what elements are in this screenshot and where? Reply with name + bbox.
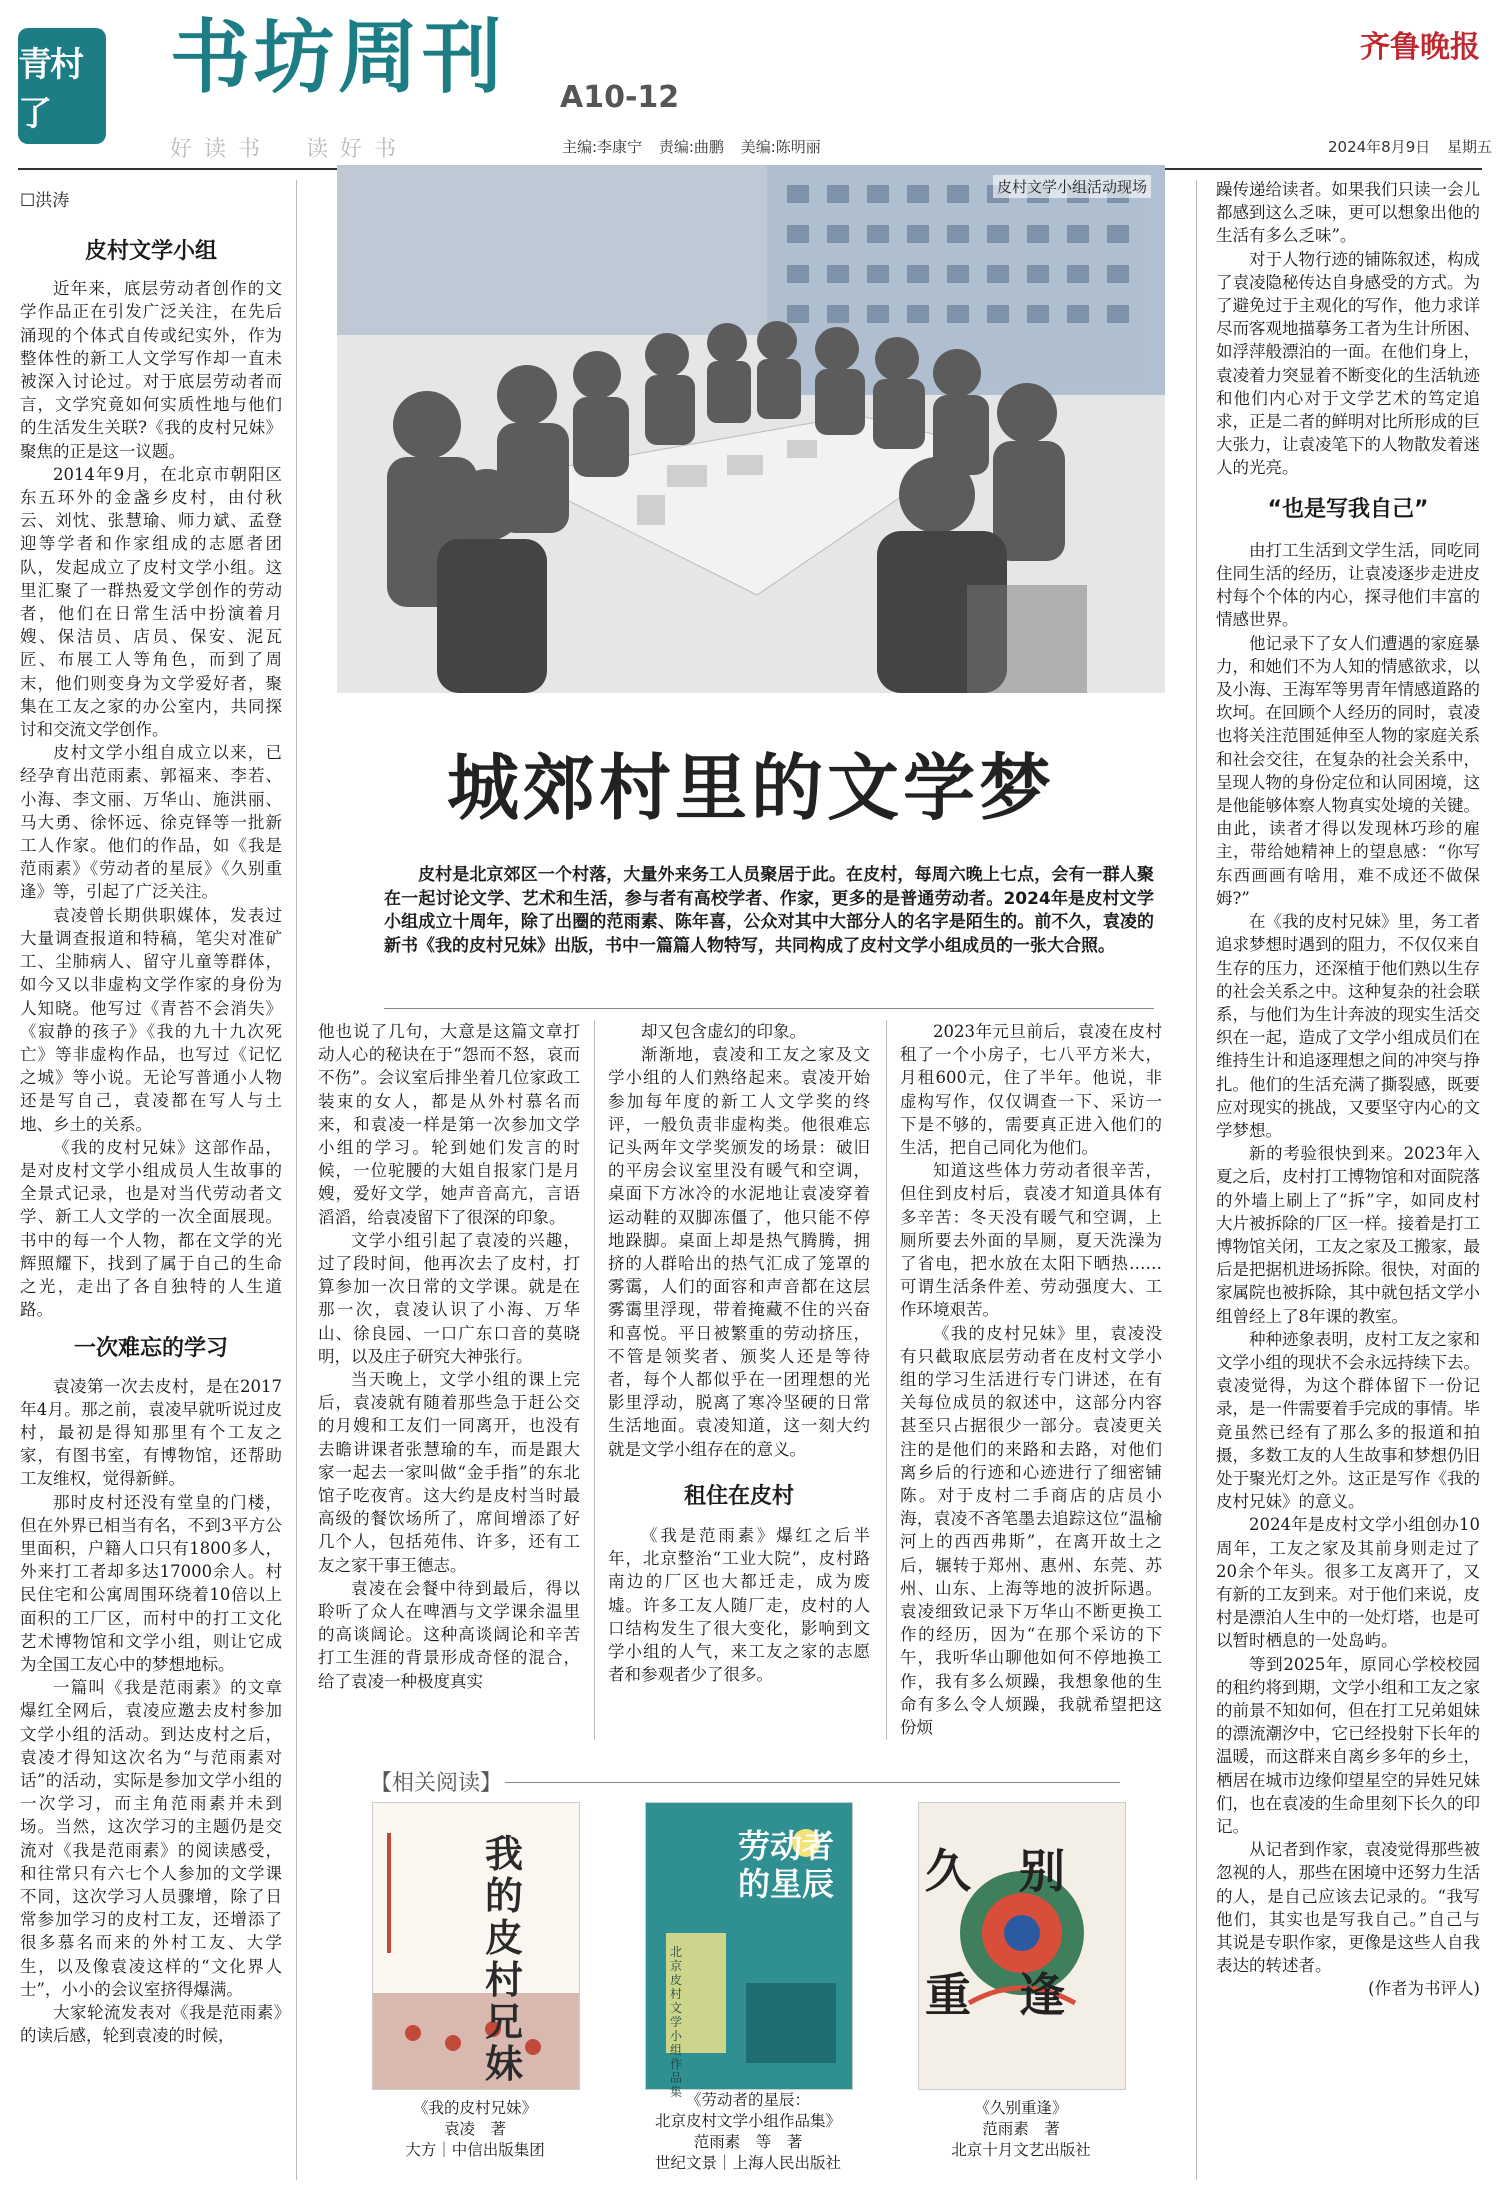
subheading-3: 租住在皮村 [683,1483,794,1509]
publication-date [1316,136,1492,157]
book-cover-1-title: 我的皮村兄妹 [485,1832,524,2086]
book-title: 《我的皮村兄妹》 [412,2099,537,2117]
byline: ☐洪涛 [20,191,70,211]
book-cover-1 [372,1802,580,2090]
paragraph: 《我是范雨素》爆红之后半年，北京整治“工业大院”，皮村路南边的厂区也大都迁走，成为废墟。许多工友人随厂走，皮村的人口结构发生了很大变化，影响到文学小组的人气，来工友之家的志愿者和参观者少了很多。 [608,1526,870,1685]
paragraph: 大家轮流发表对《我是范雨素》的读后感，轮到袁凌的时候， [20,2003,282,2046]
book-publisher: 世纪文景｜上海人民出版社 [654,2154,841,2172]
paragraph: 当天晚上，文学小组的课上完后，袁凌就有随着那些急于赶公交的月嫂和工友们一同离开，也没有去瞻讲课者张慧瑜的车，而是跟大家一起去一家叫做“金手指”的东北馆子吃夜宵。这大约是皮村当时最高级的餐饮场所了，席间增添了好几个人，包括苑伟、许多，还有工友之家干事王德志。 [318,1370,580,1575]
book-title: 《久别重逢》 [974,2099,1068,2117]
book-cover-3-title: 久别重逢 [925,1844,1113,2022]
book-publisher: 北京十月文艺出版社 [951,2141,1091,2159]
paragraph: 2024年是皮村文学小组创办10周年，工友之家及其前身则走过了20余个年头。很多工友离开了，又有新的工友到来。对于他们来说，皮村是漂泊人生中的一处灯塔，也是可以暂时栖息的一处岛屿。 [1216,1515,1480,1651]
subheading-4: “也是写我自己” [1267,496,1429,522]
book-cover-3 [918,1802,1126,2090]
subheading-2: 一次难忘的学习 [73,1336,228,1362]
paragraph: 新的考验很快到来。2023年入夏之后，皮村打工博物馆和对面院落的外墙上刷上了“拆”字，如同皮村大片被拆除的厂区一样。接着是打工博物馆关闭，工友之家及工搬家，最后是把据机进场拆除。很快，对面的家属院也被拆除，其中就包括文学小组曾经上了8年课的教室。 [1216,1144,1480,1326]
book-cover-2-subtitle: 北京皮村文学小组作品集 [670,1945,683,2099]
article-headline: 城郊村里的文学梦 [446,746,1055,830]
photo-caption: 皮村文学小组活动现场 [993,175,1151,198]
weekday-text: 星期五 [1447,138,1493,156]
paragraph: 《我的皮村兄妹》这部作品，是对皮村文学小组成员人生故事的全景式记录，也是对当代劳动者文学、新工人文学的一次全面展现。书中的每一个人物，都在文学的光辉照耀下，找到了属于自己的生命之光，走出了各自独特的人生道路。 [20,1137,282,1320]
column-divider [594,1020,595,1740]
date-text: 2024年8月9日 [1328,138,1431,156]
responsible-editor: 责编:曲鹏 [658,138,724,156]
newspaper-logo: 齐鲁晚报 [1360,30,1480,65]
column-3 [608,1020,870,1686]
paragraph: 由打工生活到文学生活，同吃同住同生活的经历，让袁凌逐步走进皮村每个个体的内心，探寻他们丰富的情感世界。 [1216,540,1480,630]
paragraph: 种种迹象表明，皮村工友之家和文学小组的现状不会永远持续下去。袁凌觉得，为这个群体留下一份记录，是一件需要着手完成的事情。毕竟虽然已经有了那么多的报道和拍摄，多数工友的人生故事和梦想仍旧处于聚光灯之外。这正是写作《我的皮村兄妹》的意义。 [1216,1329,1480,1512]
paragraph: 对于人物行迹的铺陈叙述，构成了袁凌隐秘传达自身感受的方式。为了避免过于主观化的写作，他力求详尽而客观地描摹务工者为生计所困、如浮萍般漂泊的一面。在他们身上，袁凌着力突显着不断变化的生活轨迹和他们内心对于文学艺术的笃定追求，正是二者的鲜明对比所形成的巨大张力，让袁凌笔下的人物散发着迷人的光亮。 [1216,249,1480,478]
paragraph: 他记录下了女人们遭遇的家庭暴力，和她们不为人知的情感欲求，以及小海、王海军等男青年情感道路的坎坷。在回顾个人经历的同时，袁凌也将关注范围延伸至人物的家庭关系和社会交往，在复杂的社会关系中，呈现人物的身份定位和认同困境，这是他能够体察人物真实处境的关键。由此，读者才得以发现林巧珍的雇主，带给她精神上的望息感：“你写东西画画有啥用，难不成还不做保姆?” [1216,633,1480,908]
author-note: (作者为书评人) [1368,1979,1480,1999]
related-reading-label: 【相关阅读】 [370,1771,503,1796]
page-numbers: A10-12 [560,80,680,115]
article-lead [384,864,1154,958]
paragraph: 文学小组引起了袁凌的兴趣，过了段时间，他再次去了皮村，打算参加一次日常的文学课。就是在那一次，袁凌认识了小海、万华山、徐良园、一口广东口音的莫晓明，以及庄子研究大神张行。 [318,1230,580,1366]
column-divider [296,180,297,2180]
column-4 [900,1020,1162,1739]
activity-photo [337,165,1165,693]
book-cover-2-title: 劳动者的星辰 [738,1827,835,1903]
paragraph: 近年来，底层劳动者创作的文学作品正在引发广泛关注，在先后涌现的个体式自传或纪实外，作为整体性的新工人文学写作却一直未被深入讨论过。对于底层劳动者而言，文学究竟如何实质性地与他们的生活发生关联?《我的皮村兄妹》聚焦的正是这一议题。 [20,279,282,461]
paragraph: 袁凌第一次去皮村，是在2017年4月。那之前，袁凌早就听说过皮村，最初是得知那里有个工友之家，有图书室，有博物馆，还帮助工友维权，觉得新鲜。 [20,1376,282,1489]
subheading-1: 皮村文学小组 [84,239,217,264]
column-logo: 青村了 [18,28,106,144]
book-info-1 [345,2098,605,2161]
book-cover-1-art [373,1803,579,2089]
chief-editor: 主编:李康宁 [562,138,643,156]
paragraph: 袁凌在会餐中待到最后，得以聆听了众人在啤酒与文学课余温里的高谈阔论。这种高谈阔论和辛苦打工生涯的背景形成奇怪的混合，给了袁凌一种极度真实 [318,1578,580,1691]
paragraph: 一篇叫《我是范雨素》的文章爆红全网后，袁凌应邀去皮村参加文学小组的活动。到达皮村之后，袁凌才得知这次名为“与范雨素对话”的活动，实际是参加文学小组的一次学习，而主角范雨素并未到场。当然，这次学习的主题仍是交流对《我是范雨素》的阅读感受，和往常只有六七个人参加的文学课不同，这次学习人员骤增，除了日常参加学习的皮村工友，还增添了很多慕名而来的外村工友、大学生，以及像袁凌这样的“文化界人士”，小小的会议室挤得爆满。 [20,1678,282,1999]
paragraph: 却又包含虚幻的印象。 [641,1022,806,1041]
book-title-2: 北京皮村文学小组作品集》 [654,2112,841,2130]
section-slogan: 好读书 读好书 [170,137,409,162]
paragraph: 渐渐地，袁凌和工友之家及文学小组的人们熟络起来。袁凌开始参加每年度的新工人文学奖的终评，一般负责非虚构类。他很难忘记头两年文学奖颁发的场景：破旧的平房会议室里没有暖气和空调，桌面下方冰冷的水泥地让袁凌穿着运动鞋的双脚冻僵了，他只能不停地跺脚。桌面上却是热气腾腾，拥挤的人群哈出的热气汇成了笼罩的雾霭，人们的面容和声音都在这层雾霭里浮现，带着掩藏不住的兴奋和喜悦。平日被繁重的劳动挤压，不管是领奖者、颁奖人还是等待者，每个人都似乎在一团理想的光影里浮动，脱离了寒冷坚硬的日常生活地面。袁凌知道，这一刻大约就是文学小组存在的意义。 [608,1045,870,1459]
book-author: 袁凌 著 [443,2120,506,2138]
photo-illustration [337,165,1165,693]
lead-text: 皮村是北京郊区一个村落，大量外来务工人员聚居于此。在皮村，每周六晚上七点，会有一群人聚在一起讨论文学、艺术和生活，参与者有高校学者、作家，更多的是普通劳动者。2024年是皮村文学小组成立十周年，除了出圈的范雨素、陈年喜，公众对其中大部分人的名字是陌生的。前不久，袁凌的新书《我的皮村兄妹》出版，书中一篇篇人物特写，共同构成了皮村文学小组成员的一张大合照。 [384,865,1154,956]
related-reading-rule [505,1782,1120,1783]
paragraph: 等到2025年，原同心学校校园的租约将到期，文学小组和工友之家的前景不知如何，但在打工兄弟姐妹的漂流潮汐中，它已经投射下长年的温暖，而这群来自离乡多年的乡土，栖居在城市边缘仰望星空的异姓兄妹们，也在袁凌的生命里刻下长久的印记。 [1216,1654,1480,1837]
paragraph: 2014年9月，在北京市朝阳区东五环外的金盏乡皮村，由付秋云、刘忱、张慧瑜、师力斌、孟登迎等学者和作家组成的志愿者团队，发起成立了皮村文学小组。这里汇聚了一群热爱文学创作的劳动者，他们在日常生活中扮演着月嫂、保洁员、店员、保安、泥瓦匠、布展工人等角色，而到了周末，他们则变身为文学爱好者，聚集在工友之家的办公室内，共同探讨和交流文学创作。 [20,464,282,740]
section-title: 书坊周刊 [170,11,506,104]
book-info-3 [891,2098,1151,2161]
column-5 [1216,178,1480,2001]
art-editor: 美编:陈明丽 [740,138,821,156]
paragraph: 那时皮村还没有堂皇的门楼，但在外界已相当有名，不到3平方公里面积，户籍人口只有1800多人，外来打工者却多达17000余人。村民住宅和公寓周围环绕着10倍以上面积的工厂区，而村中的打工文化艺术博物馆和文学小组，则让它成为全国工友心中的梦想地标。 [20,1492,282,1674]
column-2 [318,1020,580,1693]
paragraph: 躁传递给读者。如果我们只读一会儿都感到这么乏味，更可以想象出他的生活有多么乏味”。 [1216,180,1480,246]
paragraph: 在《我的皮村兄妹》里，务工者追求梦想时遇到的阻力，不仅仅来自生存的压力，还深植于他们熟以生存的社会关系之中。这种复杂的社会联系，与他们为生计奔波的现实生活交织在一起，造成了文学小组成员们在维持生计和追逐理想之间的冲突与挣扎。他们的生活充满了撕裂感，既要应对现实的挑战，又要坚守内心的文学梦想。 [1216,912,1480,1140]
paragraph: 从记者到作家，袁凌觉得那些被忽视的人，那些在困境中还努力生活的人，是自己应该去记录的。“我写他们，其实也是写我自己。”自己与其说是专职作家，更像是这些人自我表达的转述者。 [1216,1840,1480,1976]
column-1 [20,240,282,2047]
book-info-2 [618,2090,878,2174]
paragraph: 知道这些体力劳动者很辛苦，但住到皮村后，袁凌才知道具体有多辛苦：冬天没有暖气和空调，上厕所要去外面的旱厕，夏天洗澡为了省电，把水放在太阳下晒热……可谓生活条件差、劳动强度大、工作环境艰苦。 [900,1161,1162,1320]
editor-credits [562,136,833,157]
paragraph: 2023年元旦前后，袁凌在皮村租了一个小房子，七八平方米大，月租600元，住了半年。他说，非虚构写作，仅仅调查一下、采访一下是不够的，需要真正进入他们的生活，把自己同化为他们。 [900,1022,1162,1158]
paragraph: 他也说了几句，大意是这篇文章打动人心的秘诀在于“怨而不怒，哀而不伤”。会议室后排坐着几位家政工装束的女人，都是从外村慕名而来，和袁凌一样是第一次参加文学小组的学习。轮到她们发言的时候，一位驼腰的大姐自报家门是月嫂，爱好文学，她声音高亢，言语滔滔，给袁凌留下了很深的印象。 [318,1022,580,1227]
book-author: 范雨素 著 [982,2120,1060,2138]
column-divider [1196,180,1197,2180]
book-cover-2 [645,1802,853,2099]
paragraph: 皮村文学小组自成立以来，已经孕育出范雨素、郭福来、李若、小海、李文丽、万华山、施洪丽、马大勇、徐怀远、徐克铎等一批新工人作家。他们的作品，如《我是范雨素》《劳动者的星辰》《久别重逢》等，引起了广泛关注。 [20,743,282,902]
paragraph: 《我的皮村兄妹》里，袁凌没有只截取底层劳动者在皮村文学小组的学习生活进行专门讲述，在有关每位成员的叙述中，这部分内容甚至只占据很少一部分。袁凌更关注的是他们的来路和去路，对他们离乡后的行迹和心迹进行了细密铺陈。对于皮村二手商店的店员小海，袁凌不吝笔墨去追踪这位“温榆河上的西西弗斯”，在离开故土之后，辗转于郑州、惠州、东莞、苏州、山东、上海等地的波折际遇。袁凌细致记录下万华山不断更换工作的经历，因为“在那个采访的下午，我听华山聊他如何不停地换工作，我有多么烦躁，我想象他的生命有多么令人烦躁，我就希望把这份烦 [900,1323,1162,1738]
book-title: 《劳动者的星辰： [685,2091,810,2109]
paragraph: 袁凌曾长期供职媒体，发表过大量调查报道和特稿，笔尖对准矿工、尘肺病人、留守儿童等群体，如今又以非虚构文学作家的身份为人知晓。他写过《青苔不会消失》《寂静的孩子》《我的九十九次死亡》等非虚构作品，也写过《记忆之城》等小说。无论写普通小人物还是写自己，袁凌都在写人与土地、乡土的关系。 [20,905,282,1134]
column-divider [886,1020,887,1740]
lead-rule [384,1008,1154,1009]
book-publisher: 大方｜中信出版集团 [405,2141,545,2159]
book-author: 范雨素 等 著 [693,2133,803,2151]
